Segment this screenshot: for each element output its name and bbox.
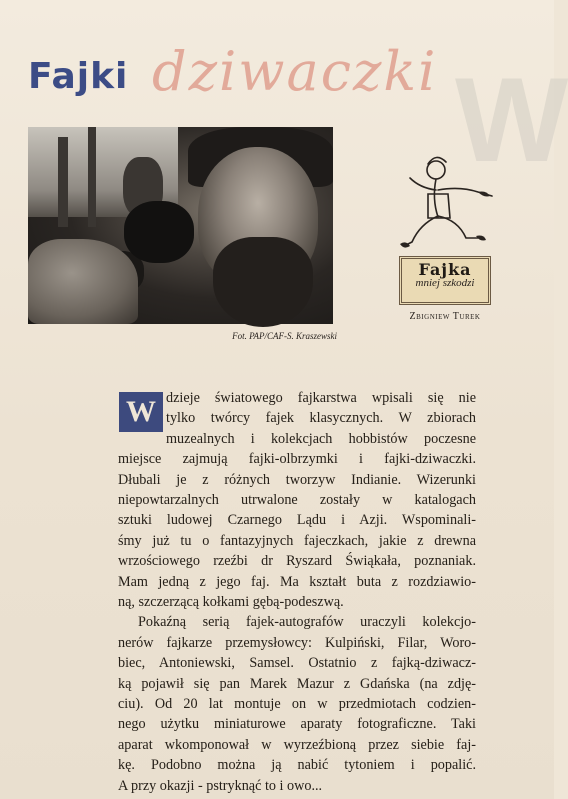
article-line: śmy już tu o fantazyjnych fajeczkach, jakie z drewna: [118, 532, 476, 549]
article-title: [28, 40, 458, 120]
article-line: ką pojawił się pan Marek Mazur z Gdańska (na zdję-: [118, 675, 476, 692]
column-logo-tagline: mniej szkodzi: [415, 277, 475, 289]
article-line: ną, szczerzącą kołkami gębą-podeszwą.: [118, 594, 344, 610]
column-author: Zbigniew Turek: [409, 311, 481, 322]
article-line: Mam jedną z jego faj. Ma kształt buta z rozdziawio-: [118, 573, 476, 590]
article-line: wrzościowego rzeźbi dr Ryszard Świąkała, poznaniak.: [118, 553, 476, 570]
article-line: tylko twórcy fajek klasycznych. W zbiorach: [166, 410, 476, 427]
column-logo-name: Fajka: [418, 260, 472, 279]
article-line: nerów fajkarze przemysłowcy: Kulpiński, Filar, Woro-: [118, 634, 476, 651]
photo-hand: [28, 239, 138, 324]
article-line: nego użytku miniaturowe aparaty fotograficzne. Taki: [118, 716, 476, 733]
title-bold-word: Fajki: [28, 56, 129, 97]
article-line: kę. Podobno można ją nabić tytoniem i popalić.: [118, 757, 476, 774]
watermark-letter: W: [455, 53, 568, 187]
article-line: biec, Antoniewski, Samsel. Ostatnio z fajką-dziwacz-: [118, 655, 476, 672]
photo-pipe: [124, 201, 194, 263]
article-line: aparat wkomponował w wyrzeźbioną przez siebie faj-: [118, 736, 476, 753]
article-line: sztuki ludowej Czarnego Lądu i Azji. Wspominali-: [118, 512, 476, 529]
dancing-man-icon: [392, 150, 502, 255]
article-line: Dłubali je z różnych tworzyw Indianie. Wizerunki: [118, 471, 476, 488]
column-logo: [392, 150, 502, 335]
article-line: A przy okazji - pstryknąć to i owo...: [118, 777, 323, 794]
article-line: Pokaźną serią fajek-autografów uraczyli kolekcjo-: [138, 614, 476, 631]
article-line: dzieje światowego fajkarstwa wpisali się nie: [166, 390, 476, 406]
article-line: niepowtarzalnych utrwalone zostały w katalogach: [118, 492, 476, 508]
article-line: muzealnych i kolekcjach hobbistów poczesne: [166, 430, 476, 447]
column-logo-box: [399, 256, 491, 305]
article-line: ciu). Od 20 lat montuje on w przedmiotach codzien-: [118, 696, 476, 712]
title-script-word: dziwaczki: [152, 40, 438, 103]
article-line: miejsce zajmują fajki-olbrzymki i fajki-dziwaczki.: [118, 451, 476, 468]
photo-beard: [213, 237, 313, 327]
photo-tree: [88, 127, 96, 227]
article-photo: [28, 127, 333, 324]
drop-cap: W: [119, 392, 163, 432]
photo-tree: [58, 137, 68, 227]
photo-caption: Fot. PAP/CAF-S. Kraszewski: [232, 331, 337, 341]
